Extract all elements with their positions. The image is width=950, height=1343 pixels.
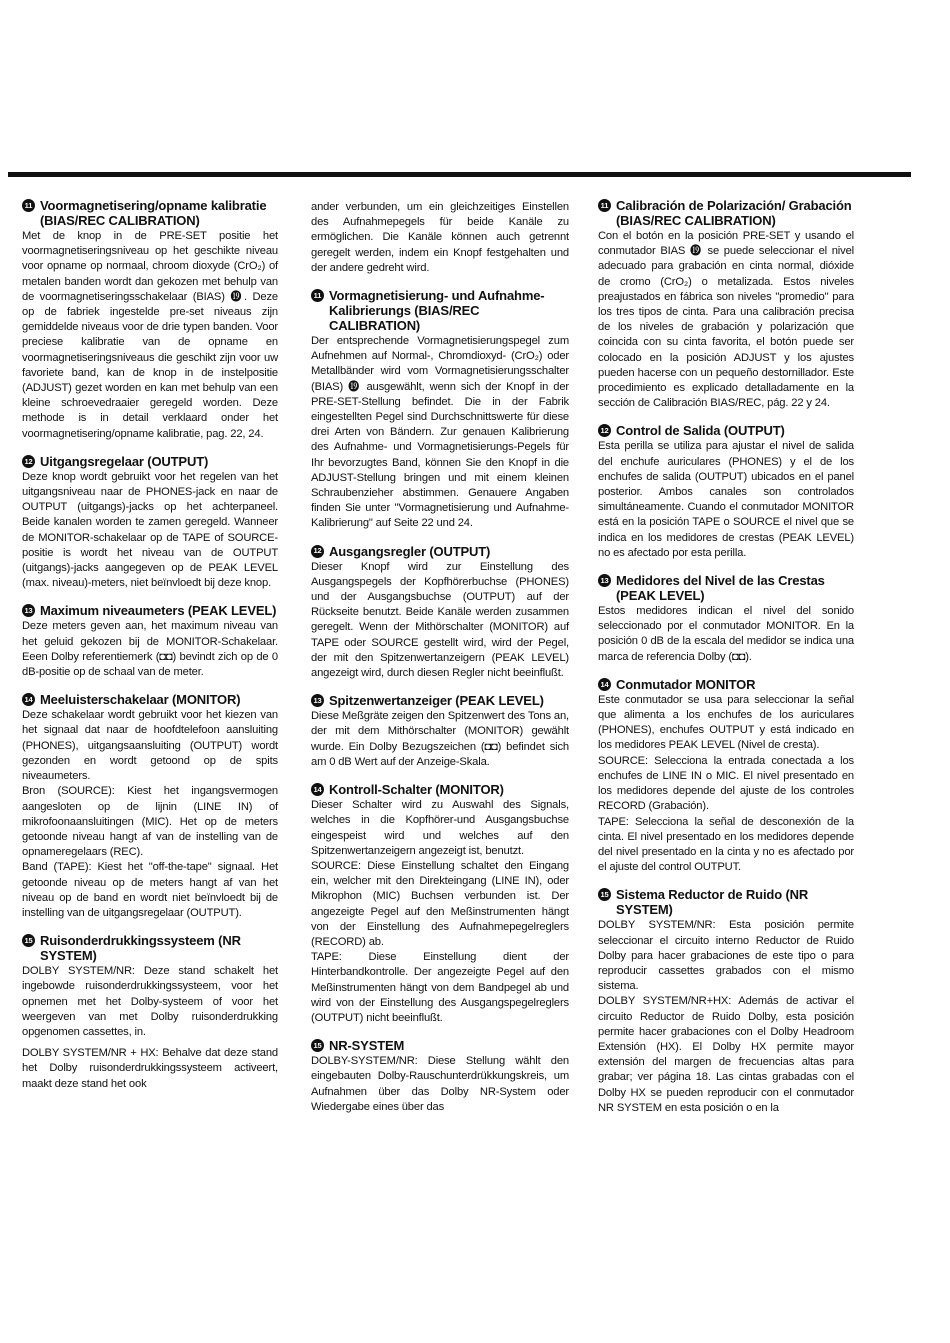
section-title: NR-SYSTEM <box>329 1038 405 1054</box>
section-body <box>311 334 569 532</box>
section-body <box>311 709 569 770</box>
section-title: Calibración de Polarización/ Grabación (BIAS/REC CALIBRATION) <box>616 198 852 228</box>
section-body <box>598 229 854 411</box>
section-heading <box>311 782 569 797</box>
section-number-badge: 14 <box>598 678 611 691</box>
section-title: Conmutador MONITOR <box>616 676 756 692</box>
section-title: Medidores del Nivel de las Crestas (PEAK LEVEL) <box>616 573 825 604</box>
section-output <box>311 544 569 682</box>
paragraph: Met de knop in de PRE-SET positie het voormagnetiseringsniveau op het geschikte niveau voor opname op normaal, chroom dioxyde (CrO₂) of metalen banden wordt dan gekozen met behulp van de voormagnetiseringsschakelaar (BIAS) ⓳. Deze op de fabriek ingestelde pre-set niveaus zijn gemiddelde niveaus voor de drie typen banden. Voor preciese kalibratie van de opname en voormagnetiseringsniveaus die geschikt zijn voor uw favoriete band, kan de knop in de instelpositie (ADJUST) gezet worden en kan met behulp van een kleine schroevedraaier geregeld worden. Deze methode is in detail verklaard onder het voormagnetisering/opname kalibratie, pag. 22, 24. <box>22 230 278 440</box>
section-number-badge: 14 <box>22 693 35 706</box>
section-body <box>22 964 278 1092</box>
section-body <box>311 1054 569 1115</box>
section-title: Sistema Reductor de Ruido (NR SYSTEM) <box>616 887 809 918</box>
section-monitor <box>311 782 569 1026</box>
section-title: Meeluisterschakelaar (MONITOR) <box>40 692 241 708</box>
section-body <box>22 470 278 592</box>
section-number-badge: 12 <box>22 455 35 468</box>
section-monitor <box>22 692 278 921</box>
paragraph: TAPE: Selecciona la señal de desconexión de la cinta. El nivel presentado en los medidores depende del nivel presentado en la cinta y no es afectado por el ajuste del control OUTPUT. <box>598 815 854 874</box>
section-title: Vormagnetisierung- und Aufnahme-Kalibrierungs (BIAS/REC CALIBRATION) <box>329 288 545 334</box>
section-title: Maximum niveaumeters (PEAK LEVEL) <box>40 603 277 619</box>
paragraph: Band (TAPE): Kiest het "off-the-tape" signaal. Het getoonde niveau op de meters hangt af van het niveau op de band en wordt niet beïnvloedt bij de instelling van de uitgangsregelaar (OUTPUT). <box>22 861 278 919</box>
section-number-badge: 13 <box>311 694 324 707</box>
section-heading <box>22 692 278 707</box>
section-number-badge: 13 <box>22 604 35 617</box>
section-number-badge: 15 <box>311 1039 324 1052</box>
section-number-badge: 15 <box>22 934 35 947</box>
paragraph: DOLBY SYSTEM/NR + HX: Behalve dat deze stand het Dolby ruisonderdrukkingssysteem activeert, maakt deze stand het ook <box>22 1047 278 1090</box>
section-body <box>311 798 569 1026</box>
section-heading <box>311 544 569 559</box>
paragraph: Esta perilla se utiliza para ajustar el nivel de salida del enchufe auriculares (PHONES) y el de los enchufes de salida (OUTPUT) ubicados en el panel posterior. Ambos canales son controlados simultáneamente. Cuando el conmutador MONITOR está en la posición TAPE o SOURCE el nivel que se indica en los medidores de crestas (PEAK LEVEL) no es afectado por esta perilla. <box>598 440 854 559</box>
paragraph: Deze knop wordt gebruikt voor het regelen van het uitgangsniveau naar de PHONES-jack en naar de OUTPUT (uitgangs)-jacks op het achterpaneel. Beide kanalen worden te zamen geregeld. Wanneer de MONITOR-schakelaar op de TAPE of SOURCE-positie is wordt het niveau van de OUTPUT (uitgangs)-jacks aangegeven op de PEAK LEVEL (max. niveau)-meters, niet beïnvloedt bij deze knop. <box>22 470 278 590</box>
section-number-badge: 11 <box>311 289 324 302</box>
section-heading <box>311 1038 569 1053</box>
section-title: Spitzenwertanzeiger (PEAK LEVEL) <box>329 693 544 709</box>
section-heading <box>22 198 278 228</box>
section-body <box>22 708 278 921</box>
column-german <box>311 200 569 1127</box>
section-heading <box>598 677 854 692</box>
section-number-badge: 13 <box>598 574 611 587</box>
section-peak-level <box>22 603 278 680</box>
paragraph: Deze meters geven aan, het maximum niveau van het geluid gekozen bij de MONITOR-Schakelaar. Eeen Dolby referentiemerk (◘◘) bevindt zich op de 0 dB-positie op de schaal van de meter. <box>22 620 278 679</box>
section-monitor <box>598 677 854 875</box>
section-heading <box>598 198 854 228</box>
section-bias-rec-calibration <box>22 198 278 442</box>
section-continued <box>311 200 569 276</box>
section-title: Control de Salida (OUTPUT) <box>616 423 785 439</box>
section-body <box>598 604 854 665</box>
section-body <box>311 200 569 276</box>
paragraph: TAPE: Diese Einstellung dient der Hinterbandkontrolle. Der angezeigte Pegel auf den Meßinstrumenten hängt von dem Bandpegel ab und wird von der Einstellung des Ausgangspegelreglers (OUTPUT) nicht beeinflußt. <box>311 951 569 1024</box>
paragraph: ander verbunden, um ein gleichzeitiges Einstellen des Aufnahmepegels für beide Kanäle zu ermöglichen. Die Kanäle können auch getrennt geregelt werden, indem ein Knopf festgehalten und der andere gedreht wird. <box>311 201 569 274</box>
section-heading <box>311 693 569 708</box>
paragraph: Este conmutador se usa para seleccionar la señal que alimenta a los enchufes de los auriculares (PHONES), enchufes OUTPUT y está indicado en los medidores PEAK LEVEL (Nivel de cresta). <box>598 693 854 752</box>
paragraph: Dieser Schalter wird zu Auswahl des Signals, welches in die Kopfhörer-und Ausgangsbuchse eingespeist wird und welches auf den Spitzenwertanzeigern angezeigt ist, benutzt. <box>311 799 569 857</box>
section-output <box>598 423 854 561</box>
section-heading <box>598 887 854 917</box>
section-nr-system <box>22 933 278 1092</box>
section-heading <box>22 454 278 469</box>
section-heading <box>311 288 569 333</box>
paragraph: SOURCE: Diese Einstellung schaltet den Eingang ein, welcher mit den Direkteingang (LINE IN), oder Mikrophon (MIC) Buchsen verbunden ist. Der angezeigte Pegel auf den Meßinstrumenten hängt von der Einstellung des Aufnahmepegelreglers (RECORD) ab. <box>311 859 569 948</box>
paragraph: Deze schakelaar wordt gebruikt voor het kiezen van het signaal dat naar de hoofdtelefoon aansluiting (PHONES), uitgangsaansluiting (OUTPUT) wordt gezonden en wordt getoond op de spits niveaumeters. <box>22 709 278 783</box>
section-heading <box>22 933 278 963</box>
section-peak-level <box>311 693 569 770</box>
paragraph: DOLBY-SYSTEM/NR: Diese Stellung wählt den eingebauten Dolby-Rauschunterdrükkungskreis, um Aufnahmen über das Dolby NR-System oder Wiedergabe eines über das <box>311 1055 569 1113</box>
top-rule <box>8 172 911 177</box>
section-title: Kontroll-Schalter (MONITOR) <box>329 782 504 798</box>
paragraph: DOLBY SYSTEM/NR+HX: Además de activar el circuito Reductor de Ruido Dolby, esta posición permite hacer grabaciones con el Dolby Headroom Extensión (HX). El Dolby HX permite mayor extensión del margen de frecuencias altas para grabar; ver página 18. Las cintas grabadas con el Dolby HX se pueden reproducir con el conmutador NR SYSTEM en esta posición o en la <box>598 995 854 1114</box>
section-body <box>598 918 854 1116</box>
section-body <box>598 439 854 561</box>
section-title: Uitgangsregelaar (OUTPUT) <box>40 453 209 469</box>
section-title: Voormagnetisering/opname kalibratie (BIAS/REC CALIBRATION) <box>40 198 267 228</box>
section-heading <box>598 423 854 438</box>
section-bias-rec-calibration <box>598 198 854 411</box>
section-heading <box>598 573 854 603</box>
section-nr-system <box>598 887 854 1116</box>
section-number-badge: 15 <box>598 888 611 901</box>
section-number-badge: 12 <box>598 424 611 437</box>
section-number-badge: 11 <box>598 199 611 212</box>
section-number-badge: 14 <box>311 783 324 796</box>
paragraph: Estos medidores indican el nivel del sonido seleccionado por el conmutador MONITOR. En la posición 0 dB de la escala del medidor se indica una marca de referencia Dolby (◘◘). <box>598 605 854 663</box>
column-dutch <box>22 198 278 1104</box>
paragraph: Diese Meßgräte zeigen den Spitzenwert des Tons an, der mit dem Mithörschalter (MONITOR) gewählt wurde. Ein Dolby Bezugszeichen (◘◘) befindet sich am 0 dB Wert auf der Anzeige-Skala. <box>311 710 569 768</box>
section-number-badge: 11 <box>22 199 35 212</box>
section-body <box>598 693 854 875</box>
section-title: Ausgangsregler (OUTPUT) <box>329 543 491 559</box>
section-body <box>22 619 278 680</box>
section-output <box>22 454 278 592</box>
paragraph: SOURCE: Selecciona la entrada conectada a los enchufes de LINE IN o MIC. El nivel presentado en los medidores depende del ajuste de los controles RECORD (Grabación). <box>598 754 854 813</box>
section-nr-system <box>311 1038 569 1115</box>
column-spanish <box>598 198 854 1128</box>
paragraph: DOLBY SYSTEM/NR: Deze stand schakelt het ingebowde ruisonderdrukkingssysteem, voor het opnemen met het Dolby-systeem of voor het weergeven van met Dolby ruisonderdrukking opgenomen cassettes, in. <box>22 965 278 1038</box>
section-heading <box>22 603 278 618</box>
section-peak-level <box>598 573 854 665</box>
section-body <box>22 229 278 442</box>
paragraph: Bron (SOURCE): Kiest het ingangsvermogen aangesloten op de lijnin (LINE IN) of mikrofoonaansluitingen (MIC). Het op de meters getoonde niveau hangt af van de instelling van de opnameregelaars (REC). <box>22 785 278 859</box>
paragraph: Dieser Knopf wird zur Einstellung des Ausgangspegels der Kopfhörerbuchse (PHONES) und der Ausgangsbuchse (OUTPUT) auf der Rückseite benutzt. Beide Kanäle werden zusammen geregelt. Wenn der Mithörschalter (MONITOR) auf TAPE oder SOURCE gestellt wird, wird der Pegel, der mit den Spitzenwertanzeigern (PEAK LEVEL) angezeigt wird, durch diesen Regler nicht beeinflußt. <box>311 560 569 680</box>
section-bias-rec-calibration <box>311 288 569 532</box>
section-number-badge: 12 <box>311 545 324 558</box>
paragraph: Con el botón en la posición PRE-SET y usando el conmutador BIAS ⓳ se puede seleccionar el nivel adecuado para grabación en cinta normal, dióxide de cromo (CrO₂) o metalizada. Estos niveles preajustados en fábrica son niveles "promedio" para los tres tipos de cinta. Para una calibración precisa de los niveles de grabación y polarización que coincida con su cinta favorita, el botón puede ser colocado en la posición ADJUST y los ajustes pueden hacerse con un pequeño destornillador. Este procedimiento es explicado detalladamente en la sección de Calibración BIAS/REC, pág. 22 y 24. <box>598 230 854 410</box>
paragraph: Der entsprechende Vormagnetisierungspegel zum Aufnehmen auf Normal-, Chromdioxyd- (CrO₂) oder Metallbänder wird vom Vormagnetisierungsschalter (BIAS) ⓳ ausgewählt, wenn sich der Knopf in der PRE-SET-Stellung befindet. Die in der Fabrik eingestellten Pegel sind Durchschnittswerte für diese drei Arten von Bändern. Zur genauen Kalibrierung des Aufnahme- und Vormagnetisierungs-Pegels für Ihr bevorzugtes Band, können Sie den Knopf in die ADJUST-Stellung bringen und mit einem kleinen Schraubenzieher abstimmen. Genauere Angaben finden Sie unter "Vormagnetisierung und Aufnahme-Kalibrierung" auf Seite 22 und 24. <box>311 335 569 530</box>
paragraph: DOLBY SYSTEM/NR: Esta posición permite seleccionar el circuito interno Reductor de Ruido Dolby para hacer grabaciones de este tipo o para reproducir cassettes grabados con el mismo sistema. <box>598 919 854 993</box>
section-title: Ruisonderdrukkingssysteem (NR SYSTEM) <box>40 933 241 964</box>
section-body <box>311 560 569 682</box>
